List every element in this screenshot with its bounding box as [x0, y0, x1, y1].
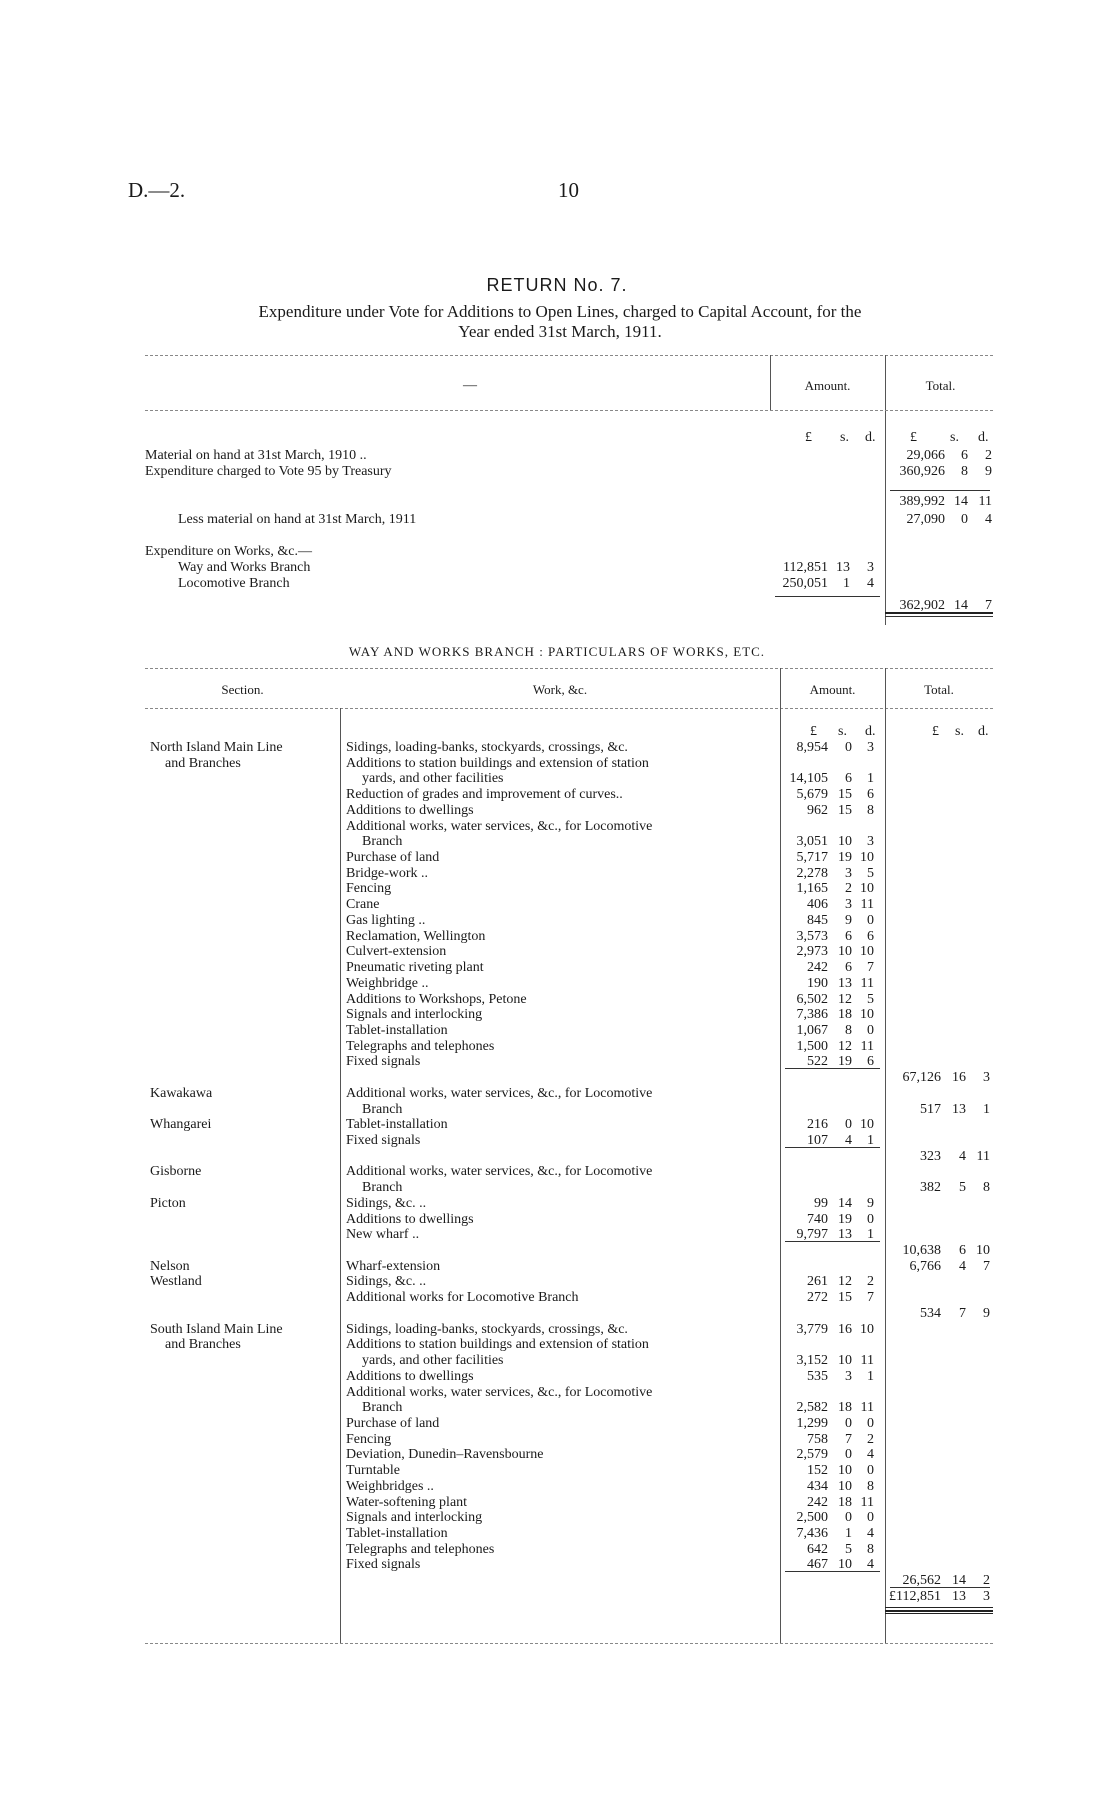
works-row-work: Deviation, Dunedin–Ravensbourne — [346, 1447, 544, 1462]
works-amount-pence: 6 — [867, 787, 874, 802]
summary-total-shillings: 14 — [954, 494, 968, 509]
works-amount-pence: 4 — [867, 1447, 874, 1462]
works-row-work: Additional works, water services, &c., for Locomotive — [346, 1164, 653, 1179]
rule-line — [890, 1587, 990, 1588]
works-amount-shillings: 15 — [838, 787, 852, 802]
works-row-work: Sidings, loading-banks, stockyards, crossings, &c. — [346, 740, 628, 755]
summary-total-pence: 2 — [985, 448, 992, 463]
works-row-work: Weighbridge .. — [346, 976, 429, 991]
works-total-pence: 7 — [983, 1259, 990, 1274]
summary-row-label: Less material on hand at 31st March, 1911 — [178, 512, 417, 527]
works-row-section: South Island Main Line — [150, 1322, 283, 1337]
works-amount-pounds: 261 — [807, 1274, 828, 1289]
works-row-work: Additional works, water services, &c., for Locomotive — [346, 1385, 653, 1400]
works-amount-shillings: 12 — [838, 1039, 852, 1054]
works-amount-pounds: 406 — [807, 897, 828, 912]
works-amount-pound: £ — [810, 724, 817, 739]
works-row-work: Additional works, water services, &c., for Locomotive — [346, 819, 653, 834]
works-total-shillings: 4 — [959, 1259, 966, 1274]
works-amount-shillings: 6 — [845, 929, 852, 944]
works-row-work: Turntable — [346, 1463, 400, 1478]
works-amount-shillings: 6 — [845, 771, 852, 786]
works-total-pence: 3 — [983, 1589, 990, 1604]
works-amount-shillings: 1 — [845, 1526, 852, 1541]
works-row-work: Gas lighting .. — [346, 913, 426, 928]
summary-amount-d: d. — [865, 430, 876, 445]
works-amount-pounds: 2,579 — [796, 1447, 828, 1462]
works-amount-s: s. — [838, 724, 847, 739]
works-amount-shillings: 0 — [845, 1510, 852, 1525]
works-row-work: Culvert-extension — [346, 944, 447, 959]
works-amount-pounds: 242 — [807, 960, 828, 975]
summary-total-pounds: 360,926 — [899, 464, 945, 479]
works-total-shillings: 13 — [952, 1589, 966, 1604]
works-amount-pounds: 2,500 — [796, 1510, 828, 1525]
works-total-pence: 9 — [983, 1306, 990, 1321]
works-total-pound: £ — [932, 724, 939, 739]
works-row-work: Reduction of grades and improvement of curves.. — [346, 787, 623, 802]
works-amount-pounds: 845 — [807, 913, 828, 928]
works-amount-pounds: 2,278 — [796, 866, 828, 881]
works-total-shillings: 5 — [959, 1180, 966, 1195]
works-total-pounds: 534 — [920, 1306, 941, 1321]
works-amount-shillings: 18 — [838, 1007, 852, 1022]
summary-row-label: Way and Works Branch — [178, 560, 311, 575]
works-total-pence: 11 — [976, 1149, 990, 1164]
works-amount-shillings: 9 — [845, 913, 852, 928]
works-amount-pence: 10 — [860, 1322, 874, 1337]
works-amount-shillings: 14 — [838, 1196, 852, 1211]
works-amount-pence: 8 — [867, 1479, 874, 1494]
works-amount-pounds: 99 — [814, 1196, 828, 1211]
works-amount-shillings: 10 — [838, 1353, 852, 1368]
summary-total-d: d. — [978, 430, 989, 445]
works-amount-pounds: 535 — [807, 1369, 828, 1384]
works-row-work: Tablet-installation — [346, 1526, 448, 1541]
works-amount-pence: 9 — [867, 1196, 874, 1211]
works-total-pounds: 323 — [920, 1149, 941, 1164]
summary-amount-shillings: 13 — [836, 560, 850, 575]
works-amount-shillings: 19 — [838, 1212, 852, 1227]
summary-total-pence: 9 — [985, 464, 992, 479]
works-row-section: Picton — [150, 1196, 186, 1211]
works-amount-pounds: 3,573 — [796, 929, 828, 944]
works-amount-pounds: 9,797 — [796, 1227, 828, 1242]
works-row-work: Telegraphs and telephones — [346, 1039, 495, 1054]
works-amount-shillings: 13 — [838, 1227, 852, 1242]
summary-amount-pounds: 250,051 — [782, 576, 828, 591]
works-amount-pounds: 1,165 — [796, 881, 828, 896]
works-amount-shillings: 18 — [838, 1400, 852, 1415]
works-row-work: Additions to station buildings and extension of station — [346, 1337, 649, 1352]
works-row-section: Whangarei — [150, 1117, 212, 1132]
works-total-pence: 3 — [983, 1070, 990, 1085]
works-amount-pounds: 642 — [807, 1542, 828, 1557]
works-amount-shillings: 18 — [838, 1495, 852, 1510]
works-head-section: Section. — [221, 682, 264, 697]
rule-line — [785, 1068, 880, 1069]
works-amount-pounds: 1,500 — [796, 1039, 828, 1054]
final-total-rule — [885, 1607, 993, 1608]
works-amount-pounds: 14,105 — [789, 771, 828, 786]
works-row-section: and Branches — [165, 1337, 241, 1352]
works-amount-pounds: 2,973 — [796, 944, 828, 959]
works-amount-shillings: 0 — [845, 1447, 852, 1462]
works-amount-pence: 6 — [867, 1054, 874, 1069]
page-ref: D.—2. — [128, 178, 186, 202]
works-amount-pounds: 467 — [807, 1557, 828, 1572]
works-amount-shillings: 2 — [845, 881, 852, 896]
works-amount-pounds: 7,386 — [796, 1007, 828, 1022]
works-amount-pence: 10 — [860, 850, 874, 865]
works-row-work: yards, and other facilities — [362, 1353, 504, 1368]
works-row-work: Water-softening plant — [346, 1495, 468, 1510]
works-amount-shillings: 15 — [838, 803, 852, 818]
summary-row-label: Expenditure on Works, &c.— — [145, 544, 312, 559]
works-row-work: Purchase of land — [346, 1416, 440, 1431]
works-row-work: Sidings, loading-banks, stockyards, crossings, &c. — [346, 1322, 628, 1337]
works-amount-pounds: 272 — [807, 1290, 828, 1305]
works-amount-d: d. — [865, 724, 876, 739]
works-amount-shillings: 19 — [838, 850, 852, 865]
works-amount-shillings: 6 — [845, 960, 852, 975]
works-amount-pounds: 522 — [807, 1054, 828, 1069]
works-row-work: Reclamation, Wellington — [346, 929, 486, 944]
works-amount-pounds: 152 — [807, 1463, 828, 1478]
works-amount-pence: 2 — [867, 1274, 874, 1289]
works-amount-pence: 3 — [867, 740, 874, 755]
works-amount-shillings: 13 — [838, 976, 852, 991]
summary-amount-pound: £ — [805, 430, 812, 445]
works-amount-pence: 11 — [860, 1039, 874, 1054]
summary-head-total: Total. — [925, 378, 956, 393]
works-row-work: Bridge-work .. — [346, 866, 429, 881]
subtitle-line-2: Year ended 31st March, 1911. — [458, 322, 662, 341]
rule-line — [785, 1571, 880, 1572]
works-row-work: Fixed signals — [346, 1133, 421, 1148]
works-amount-pounds: 7,436 — [796, 1526, 828, 1541]
works-amount-pence: 1 — [867, 771, 874, 786]
works-total-shillings: 14 — [952, 1573, 966, 1588]
works-amount-pence: 11 — [860, 976, 874, 991]
summary-total-pence: 11 — [978, 494, 992, 509]
works-amount-pounds: 5,679 — [796, 787, 828, 802]
summary-amount-pence: 4 — [867, 576, 874, 591]
works-amount-pounds: 740 — [807, 1212, 828, 1227]
works-amount-shillings: 12 — [838, 992, 852, 1007]
works-amount-pounds: 1,067 — [796, 1023, 828, 1038]
works-amount-pence: 0 — [867, 913, 874, 928]
branch-title: WAY AND WORKS BRANCH : PARTICULARS OF WORKS, ETC. — [348, 644, 766, 659]
works-amount-pence: 7 — [867, 960, 874, 975]
summary-total-pounds: 27,090 — [906, 512, 945, 527]
summary-total-shillings: 0 — [961, 512, 968, 527]
works-total-pounds: 10,638 — [902, 1243, 941, 1258]
works-row-work: Fencing — [346, 1432, 392, 1447]
works-row-work: Weighbridges .. — [346, 1479, 434, 1494]
works-amount-shillings: 4 — [845, 1133, 852, 1148]
works-amount-shillings: 0 — [845, 740, 852, 755]
works-amount-pence: 7 — [867, 1290, 874, 1305]
works-amount-pence: 0 — [867, 1416, 874, 1431]
works-row-work: Additions to station buildings and extension of station — [346, 756, 649, 771]
works-amount-pounds: 5,717 — [796, 850, 828, 865]
works-total-pounds: 6,766 — [909, 1259, 941, 1274]
works-amount-shillings: 7 — [845, 1432, 852, 1447]
works-amount-pounds: 6,502 — [796, 992, 828, 1007]
works-amount-pence: 0 — [867, 1212, 874, 1227]
works-amount-shillings: 3 — [845, 1369, 852, 1384]
works-row-section: Kawakawa — [150, 1086, 213, 1101]
works-amount-pounds: 3,779 — [796, 1322, 828, 1337]
works-amount-shillings: 0 — [845, 1117, 852, 1132]
works-amount-pounds: 1,299 — [796, 1416, 828, 1431]
works-total-shillings: 7 — [959, 1306, 966, 1321]
works-amount-pounds: 107 — [807, 1133, 828, 1148]
works-amount-shillings: 10 — [838, 1557, 852, 1572]
works-amount-pence: 8 — [867, 1542, 874, 1557]
summary-total-pound: £ — [910, 430, 917, 445]
works-row-section: Nelson — [150, 1259, 190, 1274]
summary-amount-s: s. — [840, 430, 849, 445]
works-amount-pence: 5 — [867, 866, 874, 881]
works-total-s: s. — [955, 724, 964, 739]
final-total-rule — [885, 1610, 993, 1612]
works-row-work: Fixed signals — [346, 1557, 421, 1572]
works-amount-shillings: 8 — [845, 1023, 852, 1038]
return-title: RETURN No. 7. — [486, 275, 628, 295]
works-amount-pence: 1 — [867, 1369, 874, 1384]
works-row-work: Additions to dwellings — [346, 1212, 474, 1227]
works-row-work: New wharf .. — [346, 1227, 420, 1242]
works-amount-shillings: 10 — [838, 834, 852, 849]
works-row-work: Sidings, &c. .. — [346, 1196, 427, 1211]
summary-head-amount: Amount. — [804, 378, 851, 393]
works-row-work: Fencing — [346, 881, 392, 896]
works-total-pounds: £112,851 — [889, 1589, 941, 1604]
rule-line — [785, 1147, 880, 1148]
works-total-pounds: 517 — [920, 1102, 941, 1117]
summary-total-pounds: 389,992 — [899, 494, 945, 509]
works-row-work: Additional works for Locomotive Branch — [346, 1290, 579, 1305]
summary-row-label: Expenditure charged to Vote 95 by Treasury — [145, 464, 392, 479]
works-row-work: Signals and interlocking — [346, 1007, 483, 1022]
works-amount-shillings: 10 — [838, 1463, 852, 1478]
works-row-work: Sidings, &c. .. — [346, 1274, 427, 1289]
summary-total-pence: 4 — [985, 512, 992, 527]
works-total-d: d. — [978, 724, 989, 739]
works-row-work: Branch — [362, 1180, 403, 1195]
works-amount-pence: 10 — [860, 881, 874, 896]
summary-amount-shillings: 1 — [843, 576, 850, 591]
works-row-work: Additions to dwellings — [346, 803, 474, 818]
works-row-work: Wharf-extension — [346, 1259, 441, 1274]
works-total-pence: 2 — [983, 1573, 990, 1588]
summary-amount-pence: 3 — [867, 560, 874, 575]
works-row-work: Telegraphs and telephones — [346, 1542, 495, 1557]
works-amount-pence: 1 — [867, 1133, 874, 1148]
works-amount-pence: 11 — [860, 897, 874, 912]
works-amount-shillings: 15 — [838, 1290, 852, 1305]
works-amount-shillings: 3 — [845, 897, 852, 912]
works-row-work: Branch — [362, 1400, 403, 1415]
works-total-pence: 1 — [983, 1102, 990, 1117]
works-amount-pence: 11 — [860, 1400, 874, 1415]
works-amount-shillings: 12 — [838, 1274, 852, 1289]
works-amount-pence: 4 — [867, 1526, 874, 1541]
works-amount-pounds: 190 — [807, 976, 828, 991]
works-row-work: yards, and other facilities — [362, 771, 504, 786]
works-row-section: North Island Main Line — [150, 740, 283, 755]
works-amount-shillings: 3 — [845, 866, 852, 881]
works-amount-pounds: 758 — [807, 1432, 828, 1447]
works-head-total: Total. — [924, 682, 954, 697]
works-total-pounds: 382 — [920, 1180, 941, 1195]
works-amount-pence: 10 — [860, 944, 874, 959]
works-amount-pence: 3 — [867, 834, 874, 849]
works-head-amount: Amount. — [809, 682, 856, 697]
works-total-shillings: 13 — [952, 1102, 966, 1117]
works-row-work: Tablet-installation — [346, 1023, 448, 1038]
works-row-work: Branch — [362, 834, 403, 849]
works-amount-pence: 0 — [867, 1463, 874, 1478]
works-total-shillings: 4 — [959, 1149, 966, 1164]
works-amount-shillings: 16 — [838, 1322, 852, 1337]
works-amount-pence: 10 — [860, 1117, 874, 1132]
works-amount-shillings: 10 — [838, 944, 852, 959]
works-amount-pounds: 2,582 — [796, 1400, 828, 1415]
works-amount-pence: 6 — [867, 929, 874, 944]
works-row-work: Pneumatic riveting plant — [346, 960, 484, 975]
works-total-pence: 10 — [976, 1243, 990, 1258]
works-amount-pence: 11 — [860, 1353, 874, 1368]
summary-total-shillings: 6 — [961, 448, 968, 463]
works-amount-pounds: 242 — [807, 1495, 828, 1510]
works-row-work: Additions to dwellings — [346, 1369, 474, 1384]
works-amount-shillings: 0 — [845, 1416, 852, 1431]
works-amount-pence: 2 — [867, 1432, 874, 1447]
works-row-work: Branch — [362, 1102, 403, 1117]
works-amount-pounds: 962 — [807, 803, 828, 818]
summary-total-pounds: 362,902 — [899, 598, 945, 613]
works-total-pence: 8 — [983, 1180, 990, 1195]
works-amount-pence: 10 — [860, 1007, 874, 1022]
works-row-work: Additions to Workshops, Petone — [346, 992, 527, 1007]
works-amount-pence: 5 — [867, 992, 874, 1007]
works-amount-pence: 4 — [867, 1557, 874, 1572]
works-row-section: Gisborne — [150, 1164, 202, 1179]
works-amount-pence: 11 — [860, 1495, 874, 1510]
summary-total-shillings: 14 — [954, 598, 968, 613]
works-amount-pounds: 216 — [807, 1117, 828, 1132]
summary-row-label: Material on hand at 31st March, 1910 .. — [145, 448, 367, 463]
works-amount-pence: 8 — [867, 803, 874, 818]
works-amount-shillings: 10 — [838, 1479, 852, 1494]
works-total-shillings: 6 — [959, 1243, 966, 1258]
works-amount-shillings: 5 — [845, 1542, 852, 1557]
works-row-work: Signals and interlocking — [346, 1510, 483, 1525]
works-amount-pounds: 434 — [807, 1479, 828, 1494]
works-total-shillings: 16 — [952, 1070, 966, 1085]
works-amount-pounds: 3,051 — [796, 834, 828, 849]
works-row-work: Fixed signals — [346, 1054, 421, 1069]
works-row-section: and Branches — [165, 756, 241, 771]
summary-amount-pounds: 112,851 — [783, 560, 828, 575]
page-number: 10 — [558, 178, 579, 202]
works-amount-pence: 0 — [867, 1023, 874, 1038]
summary-row-label: Locomotive Branch — [178, 576, 290, 591]
works-row-work: Additional works, water services, &c., for Locomotive — [346, 1086, 653, 1101]
rule-line — [785, 1241, 880, 1242]
works-head-work: Work, &c. — [532, 682, 588, 697]
works-amount-pounds: 3,152 — [796, 1353, 828, 1368]
summary-total-pence: 7 — [985, 598, 992, 613]
works-total-pounds: 67,126 — [902, 1070, 941, 1085]
works-row-work: Purchase of land — [346, 850, 440, 865]
works-amount-pounds: 8,954 — [796, 740, 828, 755]
works-amount-shillings: 19 — [838, 1054, 852, 1069]
works-amount-pence: 1 — [867, 1227, 874, 1242]
summary-total-s: s. — [950, 430, 959, 445]
summary-total-pounds: 29,066 — [906, 448, 945, 463]
works-row-section: Westland — [150, 1274, 202, 1289]
summary-total-shillings: 8 — [961, 464, 968, 479]
works-amount-pence: 0 — [867, 1510, 874, 1525]
works-row-work: Crane — [346, 897, 380, 912]
subtitle-line-1: Expenditure under Vote for Additions to Open Lines, charged to Capital Account, for the — [258, 302, 862, 321]
final-total-rule — [885, 1613, 993, 1614]
summary-head-dash: — — [463, 378, 477, 393]
works-row-work: Tablet-installation — [346, 1117, 448, 1132]
works-total-pounds: 26,562 — [902, 1573, 941, 1588]
